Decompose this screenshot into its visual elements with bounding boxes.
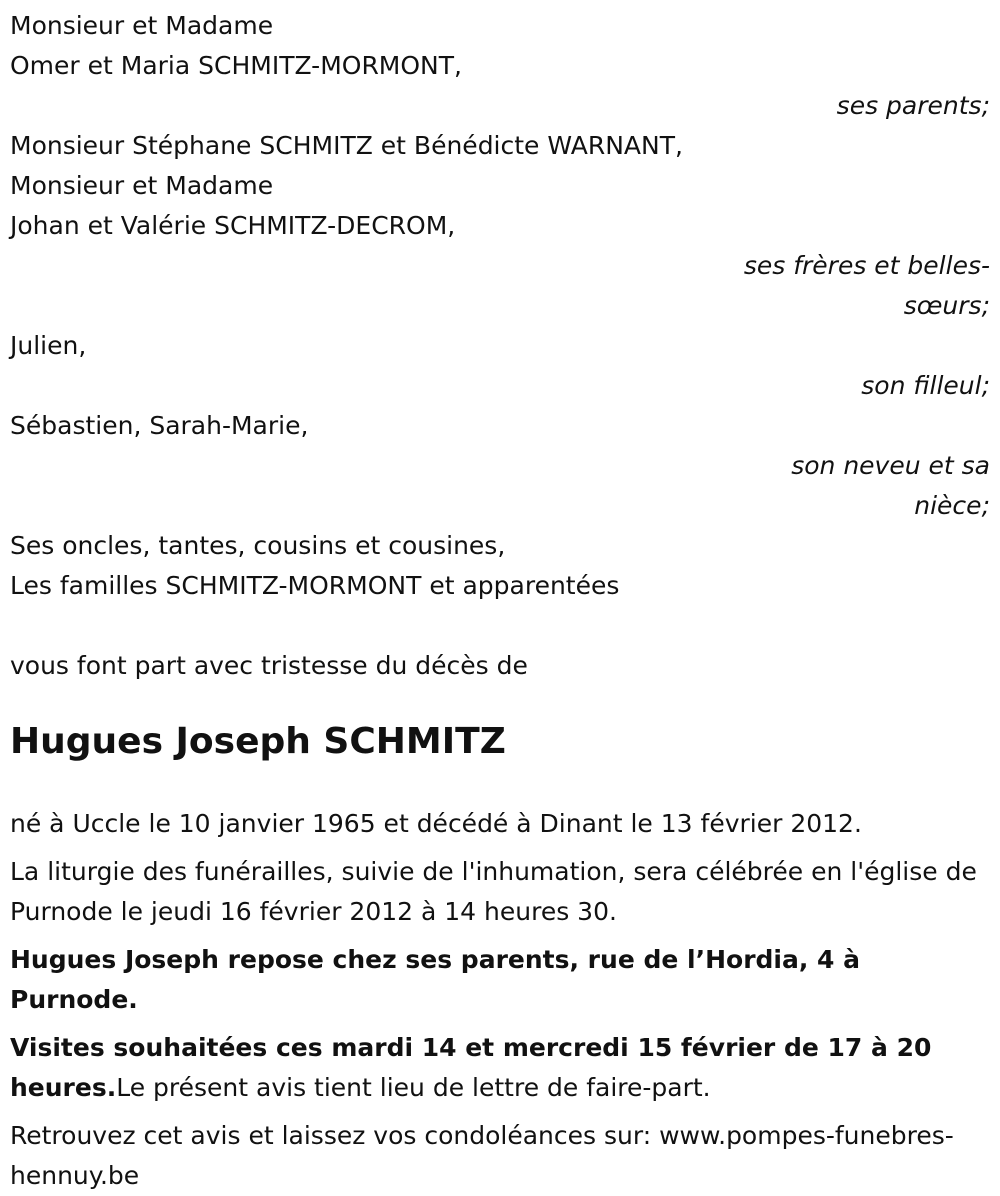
nephews-names: Sébastien, Sarah-Marie,: [10, 411, 309, 440]
siblings-role-a: ses frères et belles-: [743, 251, 990, 280]
online-text: Retrouvez cet avis et laissez vos condoléances sur: www.pompes-funebres-hennuy.be: [10, 1121, 954, 1190]
others-line-2: Les familles SCHMITZ-MORMONT et apparentées: [10, 571, 620, 600]
visits-text: Visites souhaitées ces mardi 14 et mercredi 15 février de 17 à 20 heures.: [10, 1033, 932, 1102]
notice-text: Le présent avis tient lieu de lettre de faire-part.: [116, 1073, 711, 1102]
others-line-1: Ses oncles, tantes, cousins et cousines,: [10, 531, 506, 560]
siblings-role-b: sœurs;: [903, 291, 990, 320]
spacer: [10, 606, 990, 646]
birth-death-text: né à Uccle le 10 janvier 1965 et décédé à Dinant le 13 février 2012.: [10, 809, 862, 838]
announcement-text: vous font part avec tristesse du décès de: [10, 651, 528, 680]
parents-line-1: Monsieur et Madame: [10, 11, 274, 40]
parents-line-2: Omer et Maria SCHMITZ-MORMONT,: [10, 51, 462, 80]
parents-role: ses parents;: [836, 91, 990, 120]
siblings-line-1: Monsieur Stéphane SCHMITZ et Bénédicte WARNANT,: [10, 131, 683, 160]
visits-paragraph: [10, 1028, 990, 1108]
siblings-line-3: Johan et Valérie SCHMITZ-DECROM,: [10, 211, 456, 240]
siblings-line-2: Monsieur et Madame: [10, 171, 274, 200]
deceased-name: Hugues Joseph SCHMITZ: [10, 721, 506, 762]
nephews-role-b: nièce;: [914, 491, 990, 520]
godson-name: Julien,: [10, 331, 87, 360]
godson-role: son filleul;: [861, 371, 990, 400]
rest-place-text: Hugues Joseph repose chez ses parents, rue de l’Hordia, 4 à Purnode.: [10, 945, 861, 1014]
funeral-text: La liturgie des funérailles, suivie de l'inhumation, sera célébrée en l'église de Purnode le jeudi 16 février 2012 à 14 heures 30.: [10, 857, 977, 926]
nephews-role-a: son neveu et sa: [791, 451, 990, 480]
